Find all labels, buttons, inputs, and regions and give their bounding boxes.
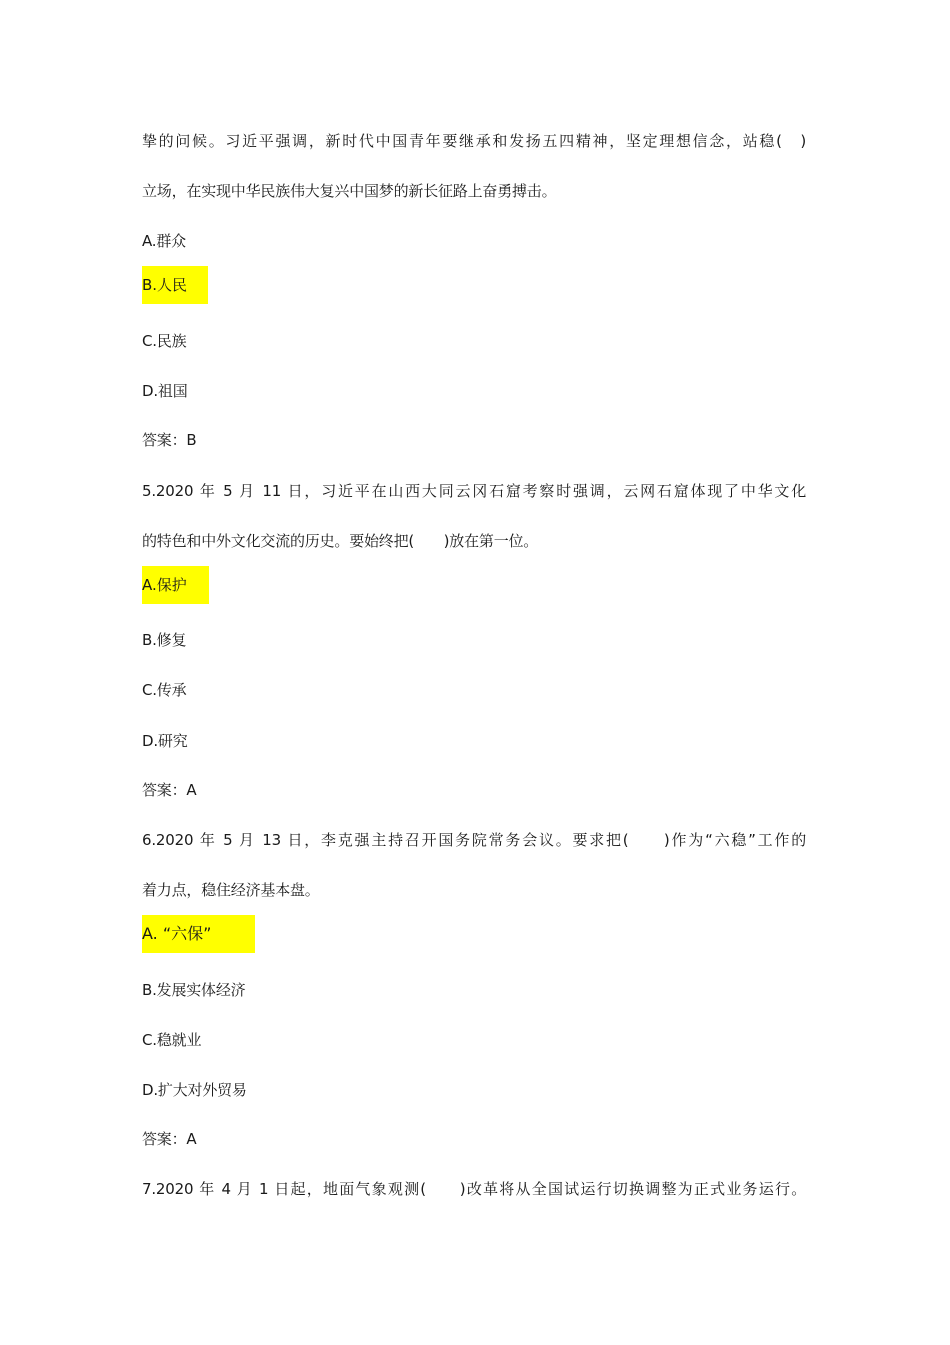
q5-option-b: B.修复	[142, 631, 187, 649]
q5-option-a: A.保护	[142, 576, 187, 594]
q4-option-b-highlight	[142, 266, 208, 304]
q5-text-line-2: 的特色和中外文化交流的历史。要始终把( )放在第一位。	[142, 532, 539, 550]
q6-answer: 答案：A	[142, 1130, 197, 1148]
q6-option-b: B.发展实体经济	[142, 981, 246, 999]
q6-option-a-highlight	[142, 915, 255, 953]
q4-text-line-1: 挚的问候。习近平强调，新时代中国青年要继承和发扬五四精神，坚定理想信念，站稳( )	[142, 132, 806, 150]
q4-option-a: A.群众	[142, 232, 186, 250]
q4-option-b: B.人民	[142, 276, 188, 294]
q4-text-line-2: 立场，在实现中华民族伟大复兴中国梦的新长征路上奋勇搏击。	[142, 182, 557, 200]
q4-answer: 答案：B	[142, 431, 197, 449]
q6-text-line-1: 6.2020 年 5 月 13 日，李克强主持召开国务院常务会议。要求把( )作为“六稳”工作的	[142, 831, 806, 849]
q6-option-c: C.稳就业	[142, 1031, 202, 1049]
q5-option-c: C.传承	[142, 681, 187, 699]
q6-text-line-2: 着力点，稳住经济基本盘。	[142, 881, 320, 899]
q4-option-c: C.民族	[142, 332, 187, 350]
q4-option-d: D.祖国	[142, 382, 188, 400]
q5-option-a-highlight	[142, 566, 209, 604]
q5-answer: 答案：A	[142, 781, 197, 799]
q5-option-d: D.研究	[142, 732, 188, 750]
q6-option-d: D.扩大对外贸易	[142, 1081, 247, 1099]
q5-text-line-1: 5.2020 年 5 月 11 日，习近平在山西大同云冈石窟考察时强调，云网石窟体现了中华文化	[142, 482, 806, 500]
q7-text-line-1: 7.2020 年 4 月 1 日起，地面气象观测( )改革将从全国试运行切换调整为正式业务运行。	[142, 1180, 806, 1198]
q6-option-a: A. “六保”	[142, 924, 212, 943]
